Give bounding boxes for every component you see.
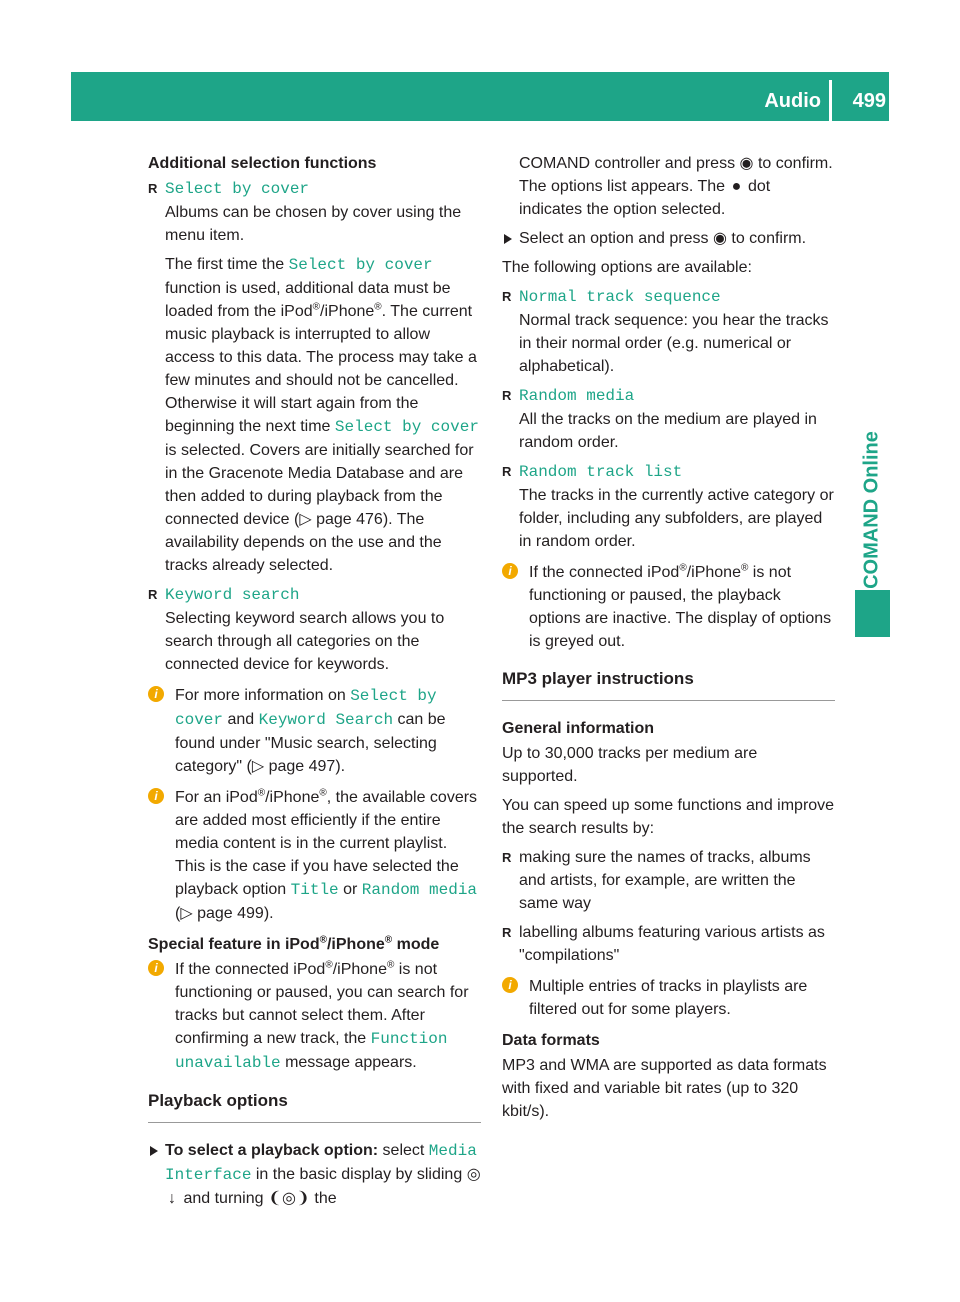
menu-keyword-search: Keyword search	[165, 586, 300, 604]
page-ref-arrow: ▷	[251, 758, 265, 775]
heading-general-information: General information	[502, 720, 655, 737]
info-icon: i	[502, 977, 518, 993]
paragraph: The tracks in the currently active category or folder, including any subfolders, are played in random order.	[519, 487, 834, 550]
slide-down-icon: ↓	[168, 1190, 176, 1207]
side-tab-marker	[855, 590, 890, 637]
paragraph: MP3 and WMA are supported as data formats with fixed and variable bit rates (up to 320 kbit/s).	[502, 1057, 827, 1120]
menu-function-unavailable: Function unavailable	[175, 1030, 448, 1072]
paragraph: Albums can be chosen by cover using the menu item.	[165, 204, 462, 244]
side-tab-label: COMAND Online	[860, 431, 883, 589]
menu-normal-track-sequence: Normal track sequence	[519, 288, 721, 306]
info-icon: i	[148, 788, 164, 804]
paragraph: Selecting keyword search allows you to search through all categories on the connected device for keywords.	[165, 610, 445, 673]
menu-random-track-list: Random track list	[519, 463, 683, 481]
info-icon: i	[148, 960, 164, 976]
left-column	[148, 152, 481, 1210]
info-note: i Multiple entries of tracks in playlists are filtered out for some players.	[502, 975, 835, 1021]
press-controller-icon: ◉	[712, 230, 727, 247]
turn-left-icon: ❨	[268, 1190, 282, 1207]
list-item	[502, 285, 835, 309]
paragraph: The first time the Select by cover function is used, additional data must be loaded from the iPod®/iPhone®. The current music playback is interrupted to allow access to this data. The process may take a few minutes and should not be cancelled. Otherwise it will start again from the beginning the next time Select by cover is selected. Covers are initially searched for in the Gracenote Media Database and are then added to during playback from the connected device (▷ page 476). The availability depends on the use and the tracks already selected.	[165, 256, 479, 574]
page-header	[71, 72, 889, 121]
paragraph: The following options are available:	[502, 259, 752, 276]
heading-mp3-player: MP3 player instructions	[502, 667, 835, 701]
section-title: Audio	[764, 90, 821, 112]
info-note: i For more information on Select by cover and Keyword Search can be found under "Music search, selecting category" (▷ page 497).	[148, 684, 481, 778]
menu-select-by-cover: Select by cover	[334, 418, 479, 436]
list-item: R labelling albums featuring various artists as "compilations"	[502, 921, 835, 967]
paragraph: The options list appears. The ● dot indicates the option selected.	[502, 175, 835, 221]
menu-keyword-search: Keyword Search	[258, 711, 394, 729]
controller-icon: ◎	[466, 1166, 481, 1183]
list-item	[148, 583, 481, 607]
info-icon: i	[502, 563, 518, 579]
menu-select-by-cover: Select by cover	[165, 180, 310, 198]
controller-icon: ◎	[281, 1190, 296, 1207]
heading-special-feature: Special feature in iPod®/iPhone® mode	[148, 934, 440, 953]
menu-title: Title	[290, 881, 339, 899]
menu-select-by-cover: Select by cover	[288, 256, 433, 274]
list-item	[502, 384, 835, 408]
list-item	[502, 460, 835, 484]
info-note: i If the connected iPod®/iPhone® is not functioning or paused, you can search for tracks but cannot select them. After confirming a new track, the Function unavailable message appears.	[148, 958, 481, 1075]
menu-media-interface: Media Interface	[165, 1142, 477, 1184]
paragraph: COMAND controller and press ◉ to confirm.	[502, 152, 835, 175]
header-divider	[829, 80, 832, 121]
dot-icon: ●	[731, 178, 742, 195]
page-ref-arrow: ▷	[180, 905, 193, 922]
paragraph: Normal track sequence: you hear the tracks in their normal order (e.g. numerical or alphabetical).	[519, 312, 829, 375]
paragraph: You can speed up some functions and improve the search results by:	[502, 797, 835, 837]
step-item: To select a playback option: select Media Interface in the basic display by sliding ◎↓ and turning ❨◎❩ the	[148, 1139, 481, 1210]
menu-random-media: Random media	[519, 387, 635, 405]
list-item: R making sure the names of tracks, albums and artists, for example, are written the same way	[502, 846, 835, 915]
turn-right-icon: ❩	[296, 1190, 310, 1207]
paragraph: All the tracks on the medium are played in random order.	[519, 411, 817, 451]
paragraph: Up to 30,000 tracks per medium are supported.	[502, 745, 758, 785]
info-note: i For an iPod®/iPhone®, the available covers are added most efficiently if the entire media content is in the current playlist. This is the case if you have selected the playback option Title or Random media (▷ page 499).	[148, 786, 481, 925]
heading-playback-options: Playback options	[148, 1089, 481, 1123]
step-item: Select an option and press ◉ to confirm.	[502, 227, 835, 250]
right-column	[502, 152, 835, 1123]
press-controller-icon: ◉	[739, 155, 754, 172]
page-ref-arrow: ▷	[299, 511, 312, 528]
info-note: i If the connected iPod®/iPhone® is not functioning or paused, the playback options are inactive. The display of options is greyed out.	[502, 561, 835, 653]
page-number: 499	[852, 90, 886, 112]
menu-select-by-cover: Select by cover	[175, 687, 437, 729]
heading-data-formats: Data formats	[502, 1032, 600, 1049]
list-item	[148, 177, 481, 201]
info-icon: i	[148, 686, 164, 702]
heading-additional-selection: Additional selection functions	[148, 155, 377, 172]
menu-random-media: Random media	[361, 881, 478, 899]
